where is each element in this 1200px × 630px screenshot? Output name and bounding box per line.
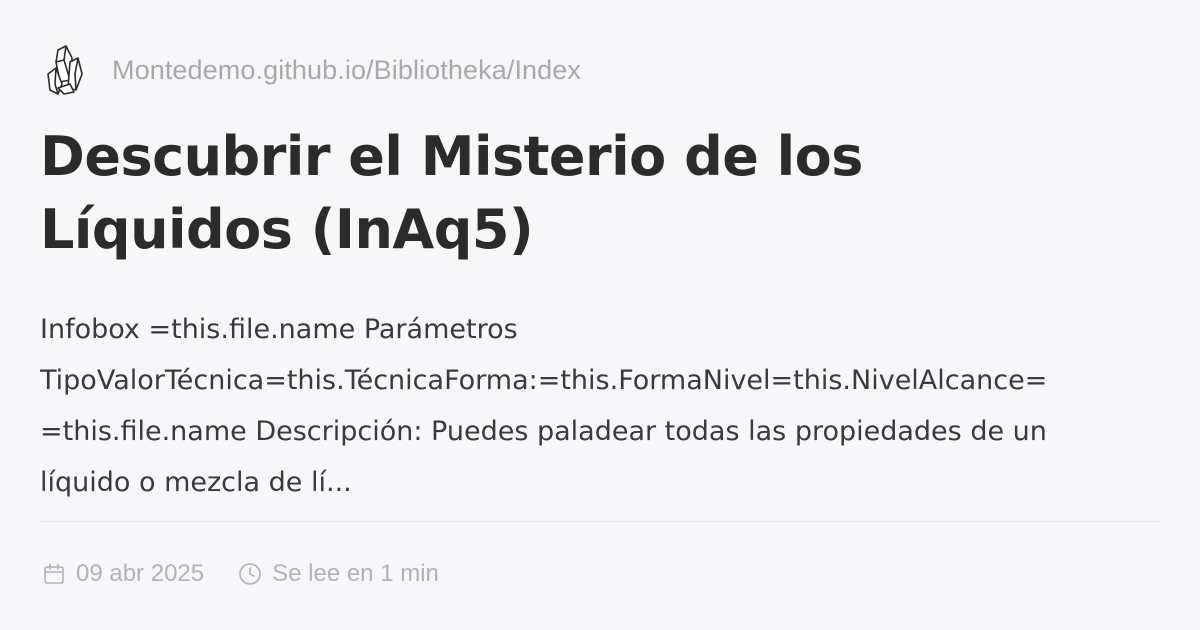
publish-date [42, 560, 204, 588]
excerpt-line-3: =this.file.name Descripción: Puedes paladear todas las propiedades de un [40, 416, 1047, 447]
excerpt-line-2: TipoValorTécnica=this.TécnicaForma:=this.FormaNivel=this.NivelAlcance= [40, 365, 1048, 396]
page-title [40, 120, 1150, 266]
excerpt-line-4: líquido o mezcla de lí... [40, 467, 352, 498]
calendar-icon [42, 562, 66, 586]
reading-time [238, 560, 439, 588]
article-excerpt [40, 304, 1200, 508]
clock-icon [238, 562, 262, 586]
excerpt-line-1: Infobox =this.file.name Parámetros [40, 314, 518, 345]
title-line-2: Líquidos (InAq5) [40, 198, 534, 261]
divider [40, 521, 1160, 522]
site-url[interactable]: Montedemo.github.io/Bibliotheka/Index [112, 54, 582, 85]
article-meta [42, 556, 439, 592]
title-line-1: Descubrir el Misterio de los [40, 125, 863, 188]
publish-date-text: 09 abr 2025 [76, 560, 205, 587]
reading-time-text: Se lee en 1 min [272, 560, 439, 587]
crystal-cluster-icon [44, 44, 84, 96]
site-header[interactable] [44, 40, 581, 100]
